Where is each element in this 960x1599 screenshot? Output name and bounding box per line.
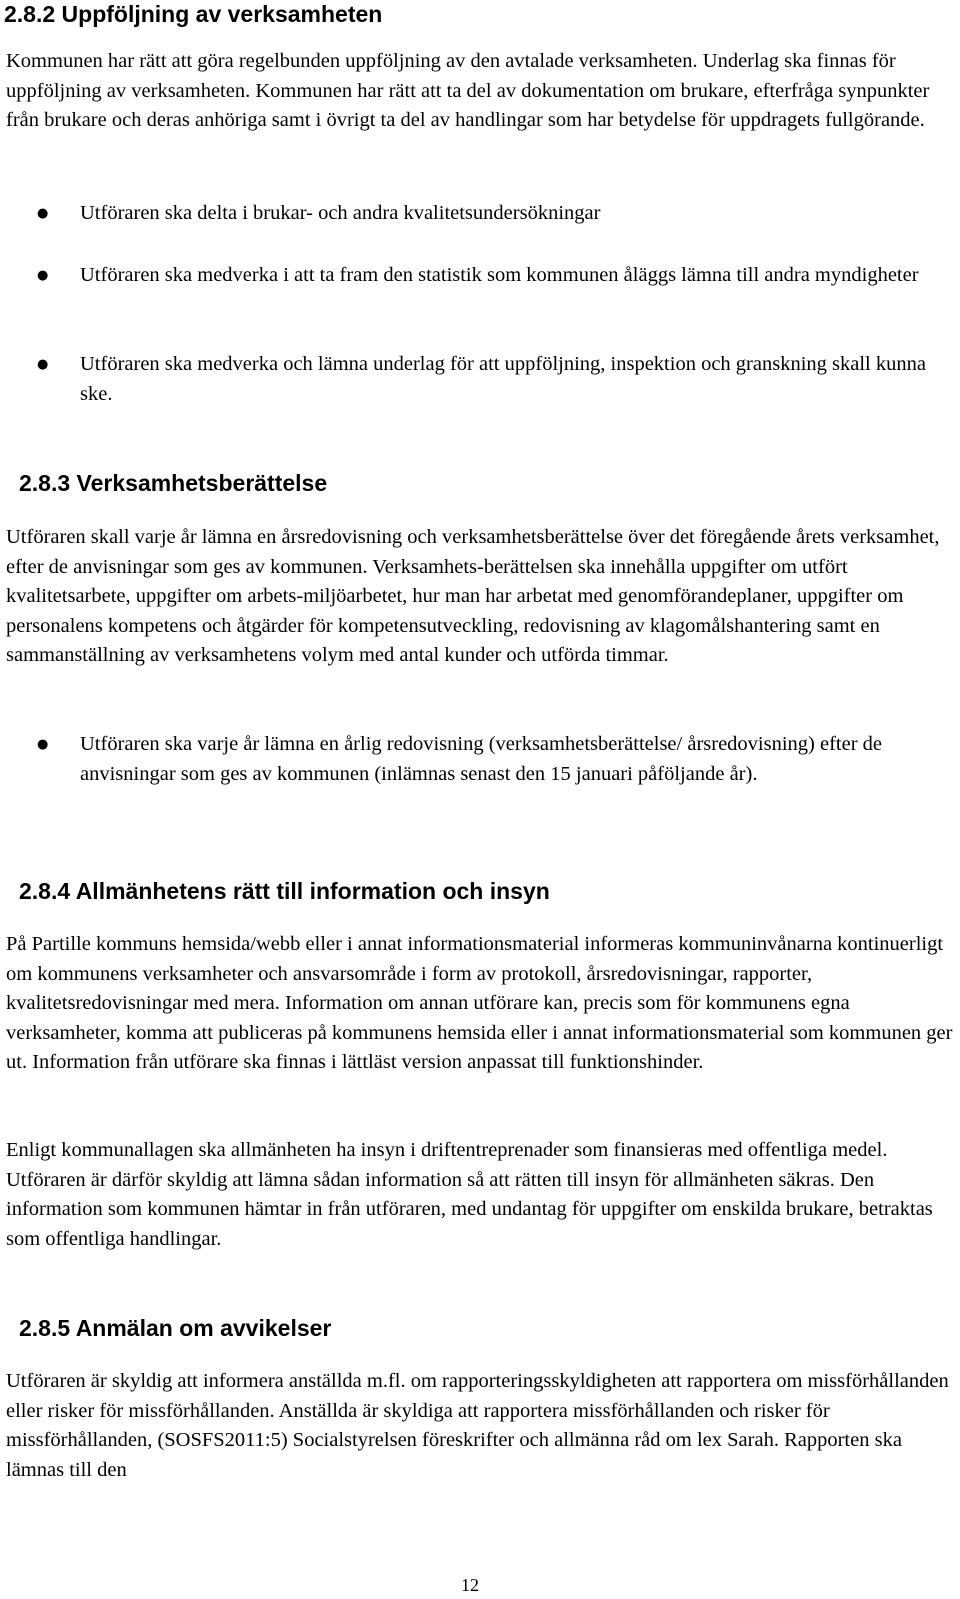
- list-item-text: Utföraren ska delta i brukar- och andra kvalitetsundersökningar: [80, 202, 601, 224]
- list-item-text: Utföraren ska medverka i att ta fram den statistik som kommunen åläggs lämna till andra myndigheter: [80, 264, 919, 286]
- paragraph-allmanhetens-ratt-1: På Partille kommuns hemsida/webb eller i annat informationsmaterial informeras kommuninvånarna kontinuerligt om kommunens verksamheter och ansvarsområde i form av protokoll, årsredovisningar, rapporter, kvalitetsredovisningar med mera. Information om annan utförare kan, precis som för kommunens egna verksamheter, komma att publiceras på kommunens hemsida eller i annat informationsmaterial som kommunen ger ut. Information från utförare ska finnas i lättläst version anpassat till funktionshinder.: [6, 933, 953, 1073]
- paragraph-allmanhetens-ratt-2: Enligt kommunallagen ska allmänheten ha insyn i driftentreprenader som finansieras med offentliga medel. Utföraren är därför skyldig att lämna sådan information så att rätten till insyn för allmänheten säkras. Den information som kommunen hämtar in från utföraren, med undantag för uppgifter om enskilda brukare, betraktas som offentliga handlingar.: [6, 1139, 933, 1250]
- bullet-icon: ●: [37, 206, 49, 221]
- section-heading-allmanhetens-ratt: 2.8.4 Allmänhetens rätt till information och insyn: [19, 878, 550, 904]
- paragraph-anmalan-om-avvikelser: Utföraren är skyldig att informera anställda m.fl. om rapporteringsskyldigheten att rapportera om missförhållanden eller risker för missförhållanden. Anställda är skyldiga att rapportera missförhållanden och risker för missförhållanden, (SOSFS2011:5) Socialstyrelsen föreskrifter och allmänna råd om lex Sarah. Rapporten ska lämnas till den: [6, 1370, 949, 1481]
- bullet-icon: ●: [37, 268, 49, 283]
- section-heading-anmalan-om-avvikelser: 2.8.5 Anmälan om avvikelser: [19, 1315, 332, 1341]
- paragraph-verksamhetsberattelse: Utföraren skall varje år lämna en årsredovisning och verksamhetsberättelse över det föregående årets verksamhet, efter de anvisningar som ges av kommunen. Verksamhets-berättelsen ska innehålla uppgifter om utfört kvalitetsarbete, uppgifter om arbets-miljöarbetet, hur man har arbetat med genomförandeplaner, uppgifter om personalens kompetens och åtgärder för kompetensutveckling, redovisning av klagomålshantering samt en sammanställning av verksamhetens volym med antal kunder och utförda timmar.: [6, 526, 940, 666]
- list-item-text: Utföraren ska medverka och lämna underlag för att uppföljning, inspektion och granskning skall kunna ske.: [80, 353, 926, 405]
- bullet-icon: ●: [37, 357, 49, 372]
- page-number: 12: [461, 1575, 479, 1595]
- list-item-text: Utföraren ska varje år lämna en årlig redovisning (verksamhetsberättelse/ årsredovisning) efter de anvisningar som ges av kommunen (inlämnas senast den 15 januari påföljande år).: [80, 733, 883, 785]
- bullet-icon: ●: [37, 737, 49, 752]
- section-heading-uppfoljning: 2.8.2 Uppföljning av verksamheten: [4, 1, 383, 27]
- section-heading-verksamhetsberattelse: 2.8.3 Verksamhetsberättelse: [19, 470, 328, 496]
- paragraph-uppfoljning: Kommunen har rätt att göra regelbunden uppföljning av den avtalade verksamheten. Underlag ska finnas för uppföljning av verksamheten. Kommunen har rätt att ta del av dokumentation om brukare, efterfråga synpunkter från brukare och deras anhöriga samt i övrigt ta del av handlingar som har betydelse för uppdragets fullgörande.: [6, 50, 930, 131]
